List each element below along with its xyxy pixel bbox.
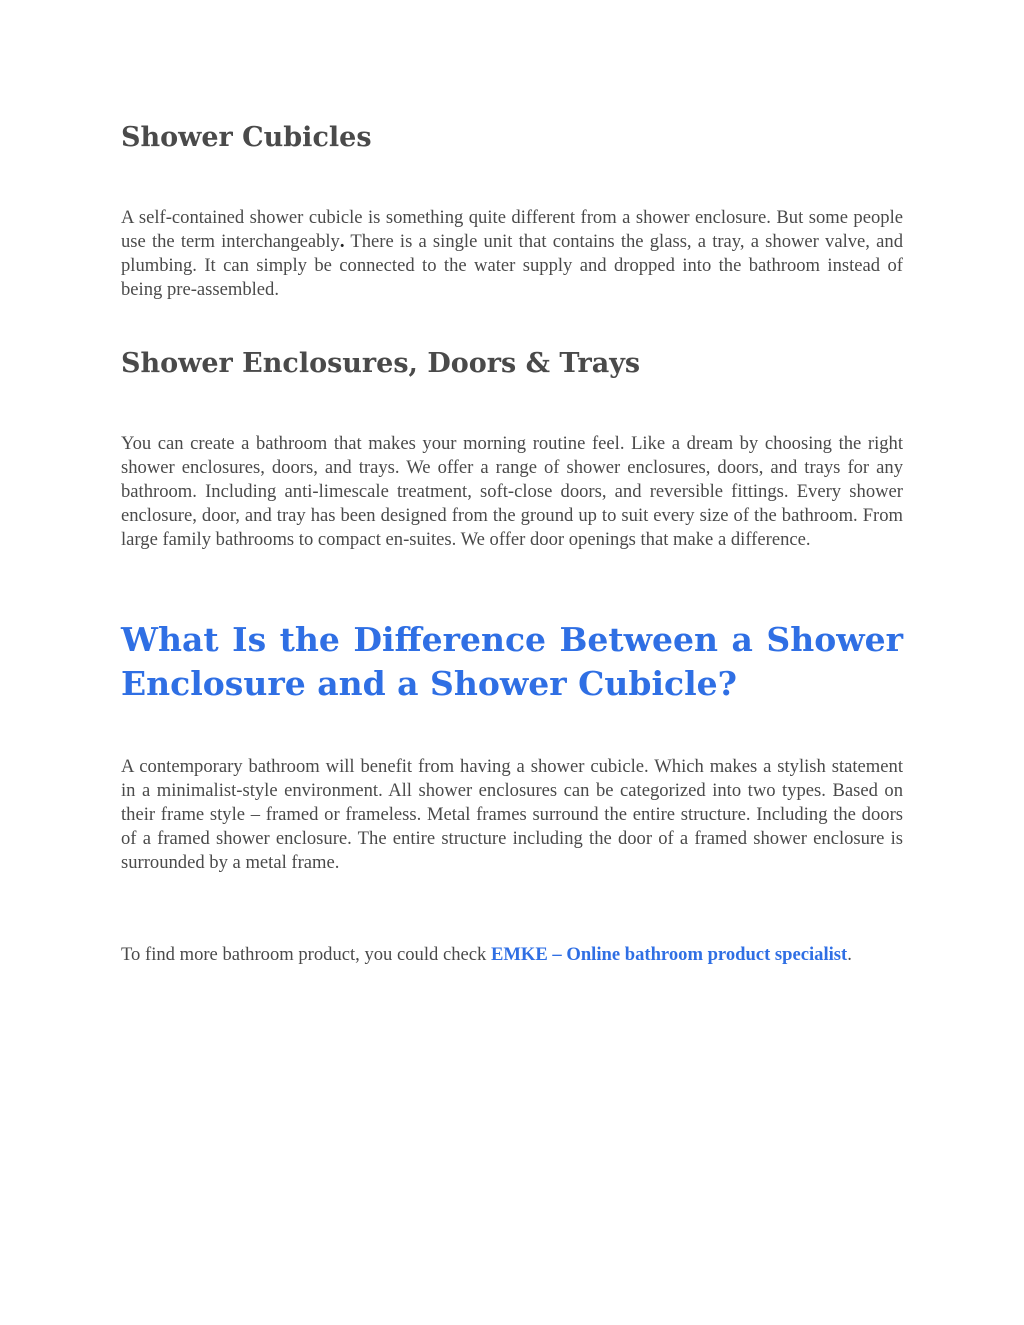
heading-shower-cubicles: Shower Cubicles	[121, 122, 372, 153]
paragraph-shower-enclosures: You can create a bathroom that makes your morning routine feel. Like a dream by choosing the right shower enclosures, doors, and trays. We offer a range of shower enclosures, doors, and trays for any bathroom. Including anti-limescale treatment, soft-close doors, and reversible fittings. Every shower enclosure, door, and tray has been designed from the ground up to suit every size of the bathroom. From large family bathrooms to compact en-suites. We offer door openings that make a difference.	[121, 433, 903, 550]
heading-difference: What Is the Difference Between a Shower Enclosure and a Shower Cubicle?	[121, 620, 903, 703]
emke-link[interactable]: EMKE – Online bathroom product specialist	[490, 944, 848, 965]
paragraph-shower-cubicles	[121, 206, 903, 302]
paragraph-cubicles-text: A self-contained shower cubicle is something quite different from a shower enclosure. But some people use the term interchangeably	[121, 207, 903, 252]
paragraph-cubicles-bold-period: .	[339, 231, 345, 252]
cta-text: To find more bathroom product, you could check	[121, 944, 491, 965]
paragraph-cubicles-rest: There is a single unit that contains the glass, a tray, a shower valve, and plumbing. It can simply be connected to the water supply and dropped into the bathroom instead of being pre-assembled.	[121, 231, 903, 300]
heading-shower-enclosures: Shower Enclosures, Doors & Trays	[121, 348, 641, 379]
paragraph-difference: A contemporary bathroom will benefit from having a shower cubicle. Which makes a stylish statement in a minimalist-style environment. All shower enclosures can be categorized into two types. Based on their frame style – framed or frameless. Metal frames surround the entire structure. Including the doors of a framed shower enclosure. The entire structure including the door of a framed shower enclosure is surrounded by a metal frame.	[121, 756, 903, 873]
paragraph-cta	[121, 943, 903, 967]
cta-trailing: .	[847, 944, 852, 965]
